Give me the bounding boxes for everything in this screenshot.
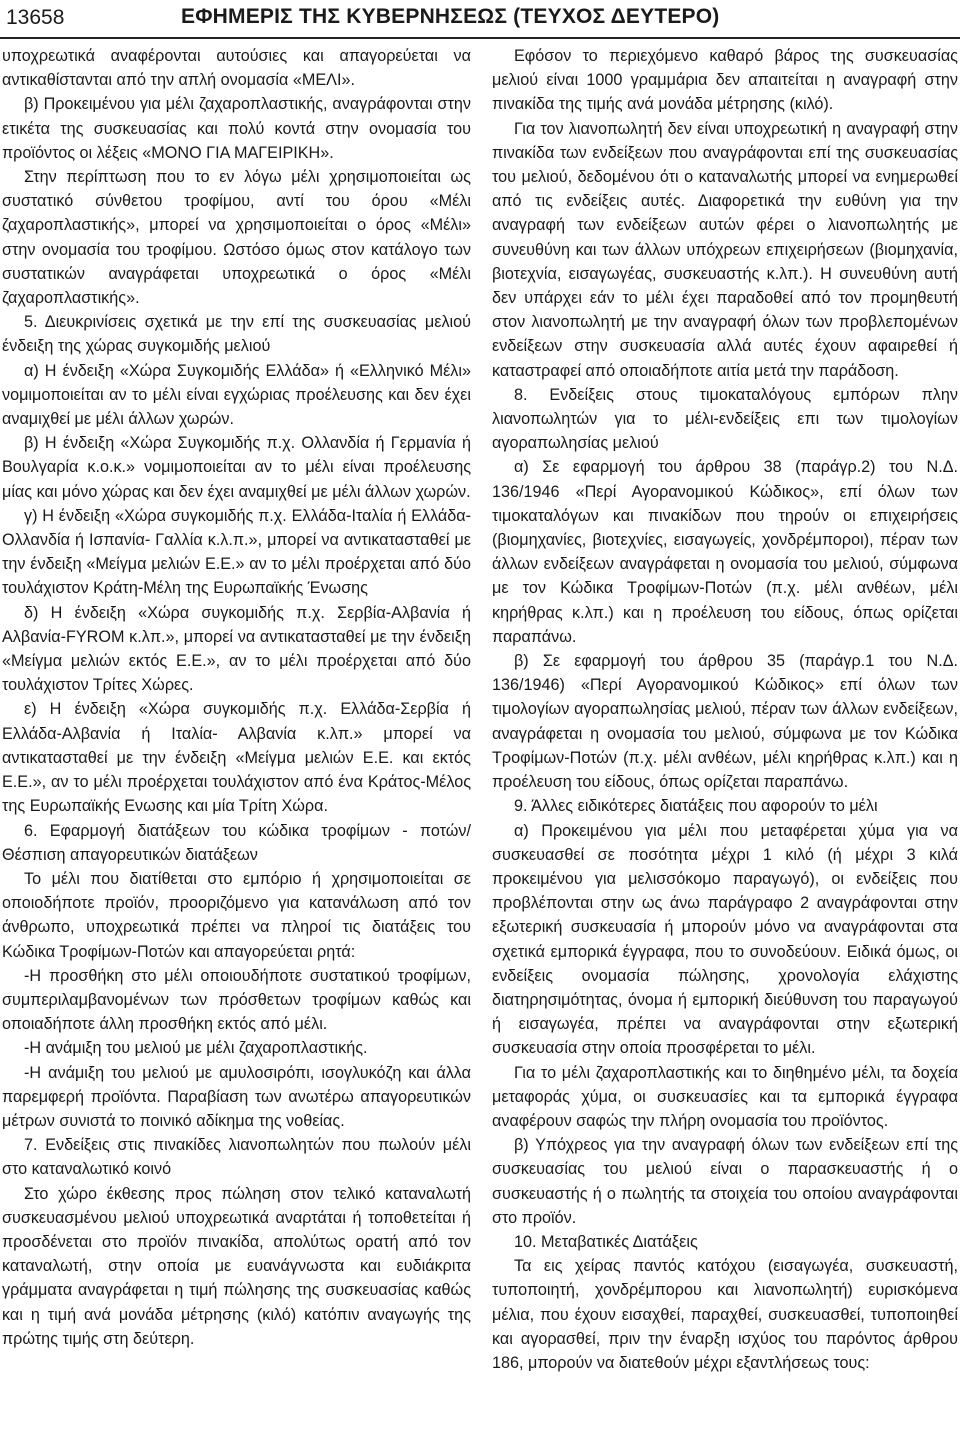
paragraph: ε) Η ένδειξη «Χώρα συγκομιδής π.χ. Ελλάδα-Σερβία ή Ελλάδα-Αλβανία ή Ιταλία- Αλβανία κ.λπ.» μπορεί να αντικατασταθεί με την ένδειξη «Μείγμα μελιών Ε.Ε. και εκτός Ε.Ε.», αν το μέλι προέρχεται τουλάχιστον από ένα Κράτος-Μέλος της Ευρωπαϊκής Ενωσης και μία Τρίτη Χώρα.	[2, 700, 471, 816]
paragraph: Στο χώρο έκθεσης προς πώληση στον τελικό καταναλωτή συσκευασμένου μελιού υποχρεωτικά αναρτάται ή τοποθετείται ή προσδένεται στο προϊόν πινακίδα, απολύτως ορατή από τον καταναλωτή, στην οποία με ευανάγνωστα και ευδιάκριτα γράμματα αναγράφεται η τιμή πώλησης της συσκευασίας καθώς και η τιμή ανά μονάδα μέτρησης (κιλό) κατόπιν αναγωγής της πρώτης τιμής στη δεύτερη.	[2, 1184, 471, 1348]
paragraph: Για τον λιανοπωλητή δεν είναι υποχρεωτική η αναγραφή στην πινακίδα των ενδείξεων που αναγράφονται επί της συσκευασίας του μελιού, δεδομένου ότι ο καταναλωτής μπορεί να ενημερωθεί από τις ενδείξεις αυτές. Διαφορετικά την ευθύνη για την αναγραφή των ενδείξεων αυτών φέρει ο λιανοπωλητής με συνευθύνη και των άλλων υπόχρεων επιχειρήσεων (βιομηχανία, βιοτεχνία, εισαγωγέας, συσκευαστής κ.λπ.). Η συνευθύνη αυτή δεν υπάρχει εάν το μέλι έχει παραδοθεί από τον προμηθευτή στον λιανοπωλητή με την αναγραφή όλων των προβλεπομένων ενδείξεων στην συσκευασία αλλά αυτές έχουν αφαιρεθεί ή καταστραφεί από οποιαδήποτε αιτία μετά την παράδοση.	[492, 119, 958, 380]
paragraph: β) Η ένδειξη «Χώρα Συγκομιδής π.χ. Ολλανδία ή Γερμανία ή Βουλγαρία κ.ο.κ.» νομιμοποιείται αν το μέλι είναι προέλευσης μίας και μόνο χώρας και δεν έχει αναμιχθεί με μέλι άλλων χωρών.	[2, 434, 471, 501]
page-number: 13658	[6, 6, 65, 29]
paragraph: υποχρεωτικά αναφέρονται αυτούσιες και απαγορεύεται να αντικαθίστανται από την απλή ονομασία «ΜΕΛΙ».	[2, 47, 471, 90]
section-heading: 7. Ενδείξεις στις πινακίδες λιανοπωλητών που πωλούν μέλι στο καταναλωτικό κοινό	[2, 1136, 471, 1179]
left-column	[2, 44, 471, 1351]
paragraph: Το μέλι που διατίθεται στο εμπόριο ή χρησιμοποιείται σε οποιοδήποτε προϊόν, προοριζόμενο για κατανάλωση από τον άνθρωπο, υποχρεωτικά πρέπει να πληροί τις διατάξεις του Κώδικα Τροφίμων-Ποτών και απαγορεύεται ρητά:	[2, 869, 471, 961]
paragraph: α) Προκειμένου για μέλι που μεταφέρεται χύμα για να συσκευασθεί σε ποσότητα μέχρι 1 κιλό (ή μέχρι 3 κιλά προκειμένου για μελισσόκομο παραγωγό), οι ενδείξεις που προβλέπονται στην ως άνω παράγραφο 2 αναγράφονται στην εξωτερική συσκευασία ή μπορούν μόνο να αναγράφονται στα σχετικά εμπορικά έγγραφα, που το συνοδεύουν. Ειδικά όμως, οι ενδείξεις ονομασία πώλησης, χρονολογία ελάχιστης διατηρησιμότητας, όνομα ή εμπορική διεύθυνση του παραγωγού ή εισαγωγέα, πρέπει να αναγράφονται στην εξωτερική συσκευασία στην οποία προσφέρεται το μέλι.	[492, 821, 958, 1058]
section-heading: 10. Μεταβατικές Διατάξεις	[514, 1232, 698, 1251]
page-header	[0, 0, 960, 44]
paragraph: β) Υπόχρεος για την αναγραφή όλων των ενδείξεων επί της συσκευασίας του μελιού είναι ο παρασκευαστής ή ο συσκευαστής ή ο πωλητής τα στοιχεία του οποίου αναγράφονται στο προϊόν.	[492, 1136, 958, 1227]
paragraph: Τα εις χείρας παντός κατόχου (εισαγωγέα, συσκευαστή, τυποποιητή, χονδρέμπορου και λιανοπωλητή) ευρισκόμενα μέλια, που έχουν εισαχθεί, παραχθεί, συσκευασθεί, τυποποιηθεί και αγορασθεί, πριν την έναρξη ισχύος του παρόντος άρθρου 186, μπορούν να διατεθούν μέχρι εξαντλήσεως τους:	[492, 1257, 958, 1372]
paragraph: β) Προκειμένου για μέλι ζαχαροπλαστικής, αναγράφονται στην ετικέτα της συσκευασίας και πολύ κοντά στην ονομασία του προϊόντος οι λέξεις «ΜΟΝΟ ΓΙΑ ΜΑΓΕΙΡΙΚΗ».	[2, 95, 471, 162]
paragraph: -Η ανάμιξη του μελιού με αμυλοσιρόπι, ισογλυκόζη και άλλα παρεμφερή προϊόντα. Παραβίαση των ανωτέρω απαγορευτικών μέτρων συνιστά το ποινικό αδίκημα της νοθείας.	[2, 1063, 471, 1130]
paragraph: α) Σε εφαρμογή του άρθρου 38 (παράγρ.2) του Ν.Δ. 136/1946 «Περί Αγορανομικού Κώδικος», επί όλων των τιμοκαταλόγων και πινακίδων που τηρούν οι επιχειρήσεις (βιομηχανίες, βιοτεχνίες, εισαγωγείς, χονδρέμποροι), πέραν των άλλων ενδείξεων αναγράφεται η ονομασία του μελιού, σύμφωνα με τον Κώδικα Τροφίμων-Ποτών (π.χ. μέλι ανθέων, μέλι κηρήθρας κ.λπ.) και η προέλευση του είδους, όπως ορίζεται παραπάνω.	[492, 458, 958, 646]
paragraph: Στην περίπτωση που το εν λόγω μέλι χρησιμοποιείται ως συστατικό σύνθετου τροφίμου, αντί του όρου «Μέλι ζαχαροπλαστικής», μπορεί να χρησιμοποιείται ο όρος «Μέλι» στην ονομασία του τροφίμου. Ωστόσο όμως στον κατάλογο των συστατικών αναγράφεται υποχρεωτικά ο όρος «Μέλι ζαχαροπλαστικής».	[2, 168, 471, 308]
gazette-title: ΕΦΗΜΕΡΙΣ ΤΗΣ ΚΥΒΕΡΝΗΣΕΩΣ (ΤΕΥΧΟΣ ΔΕΥΤΕΡΟ)	[181, 5, 720, 28]
paragraph: δ) Η ένδειξη «Χώρα συγκομιδής π.χ. Σερβία-Αλβανία ή Αλβανία-FYROM κ.λπ.», μπορεί να αντικατασταθεί με την ένδειξη «Μείγμα μελιών εκτός Ε.Ε.», αν το μέλι προέρχεται από δύο τουλάχιστον Τρίτες Χώρες.	[2, 603, 471, 695]
section-heading: 5. Διευκρινίσεις σχετικά με την επί της συσκευασίας μελιού ένδειξη της χώρας συγκομιδής μελιού	[2, 313, 471, 356]
paragraph: Εφόσον το περιεχόμενο καθαρό βάρος της συσκευασίας μελιού είναι 1000 γραμμάρια δεν απαιτείται η αναγραφή στην πινακίδα της τιμής ανά μονάδα μέτρησης (κιλό).	[492, 47, 958, 114]
section-heading: 9. Άλλες ειδικότερες διατάξεις που αφορούν το μέλι	[514, 797, 878, 816]
paragraph: β) Σε εφαρμογή του άρθρου 35 (παράγρ.1 του Ν.Δ. 136/1946) «Περί Αγορανομικού Κώδικος» επί όλων των τιμολογίων αγοραπωλησίας μελιού, πέραν των άλλων ενδείξεων, αναγράφεται η ονομασία του μελιού, σύμφωνα με τον Κώδικα Τροφίμων-Ποτών (π.χ. μέλι ανθέων, μέλι κηρήθρας κ.λπ.) και η προέλευση του είδους, όπως ορίζεται παραπάνω.	[492, 652, 958, 792]
section-heading: 6. Εφαρμογή διατάξεων του κώδικα τροφίμων - ποτών/Θέσπιση απαγορευτικών διατάξεων	[2, 821, 471, 864]
header-rule	[0, 37, 960, 39]
paragraph: -Η ανάμιξη του μελιού με μέλι ζαχαροπλαστικής.	[24, 1039, 368, 1058]
section-heading: 8. Ενδείξεις στους τιμοκαταλόγους εμπόρων πλην λιανοπωλητών για το μέλι-ενδείξεις επι των τιμολογίων αγοραπωλησίας μελιού	[492, 385, 958, 453]
paragraph: α) Η ένδειξη «Χώρα Συγκομιδής Ελλάδα» ή «Ελληνικό Μέλι» νομιμοποιείται αν το μέλι είναι εγχώριας προέλευσης και δεν έχει αναμιχθεί με μέλι άλλων χωρών.	[2, 361, 471, 429]
paragraph: γ) Η ένδειξη «Χώρα συγκομιδής π.χ. Ελλάδα-Ιταλία ή Ελλάδα-Ολλανδία ή Ισπανία- Γαλλία κ.λ.π.», μπορεί να αντικατασταθεί με την ένδειξη «Μείγμα μελιών Ε.Ε.» αν το μέλι προέρχεται από δύο τουλάχιστον Κράτη-Μέλη της Ευρωπαϊκής Ένωσης	[2, 506, 471, 598]
paragraph: Για το μέλι ζαχαροπλαστικής και το διηθημένο μέλι, τα δοχεία μεταφοράς χύμα, οι συσκευασίες και τα εμπορικά έγγραφα αναφέρουν σαφώς την πλήρη ονομασία του προϊόντος.	[492, 1063, 958, 1130]
right-column	[492, 44, 958, 1375]
paragraph: -Η προσθήκη στο μέλι οποιουδήποτε συστατικού τροφίμων, συμπεριλαμβανομένων των πρόσθετων τροφίμων καθώς και οποιαδήποτε άλλη προσθήκη εκτός από μέλι.	[2, 966, 471, 1034]
